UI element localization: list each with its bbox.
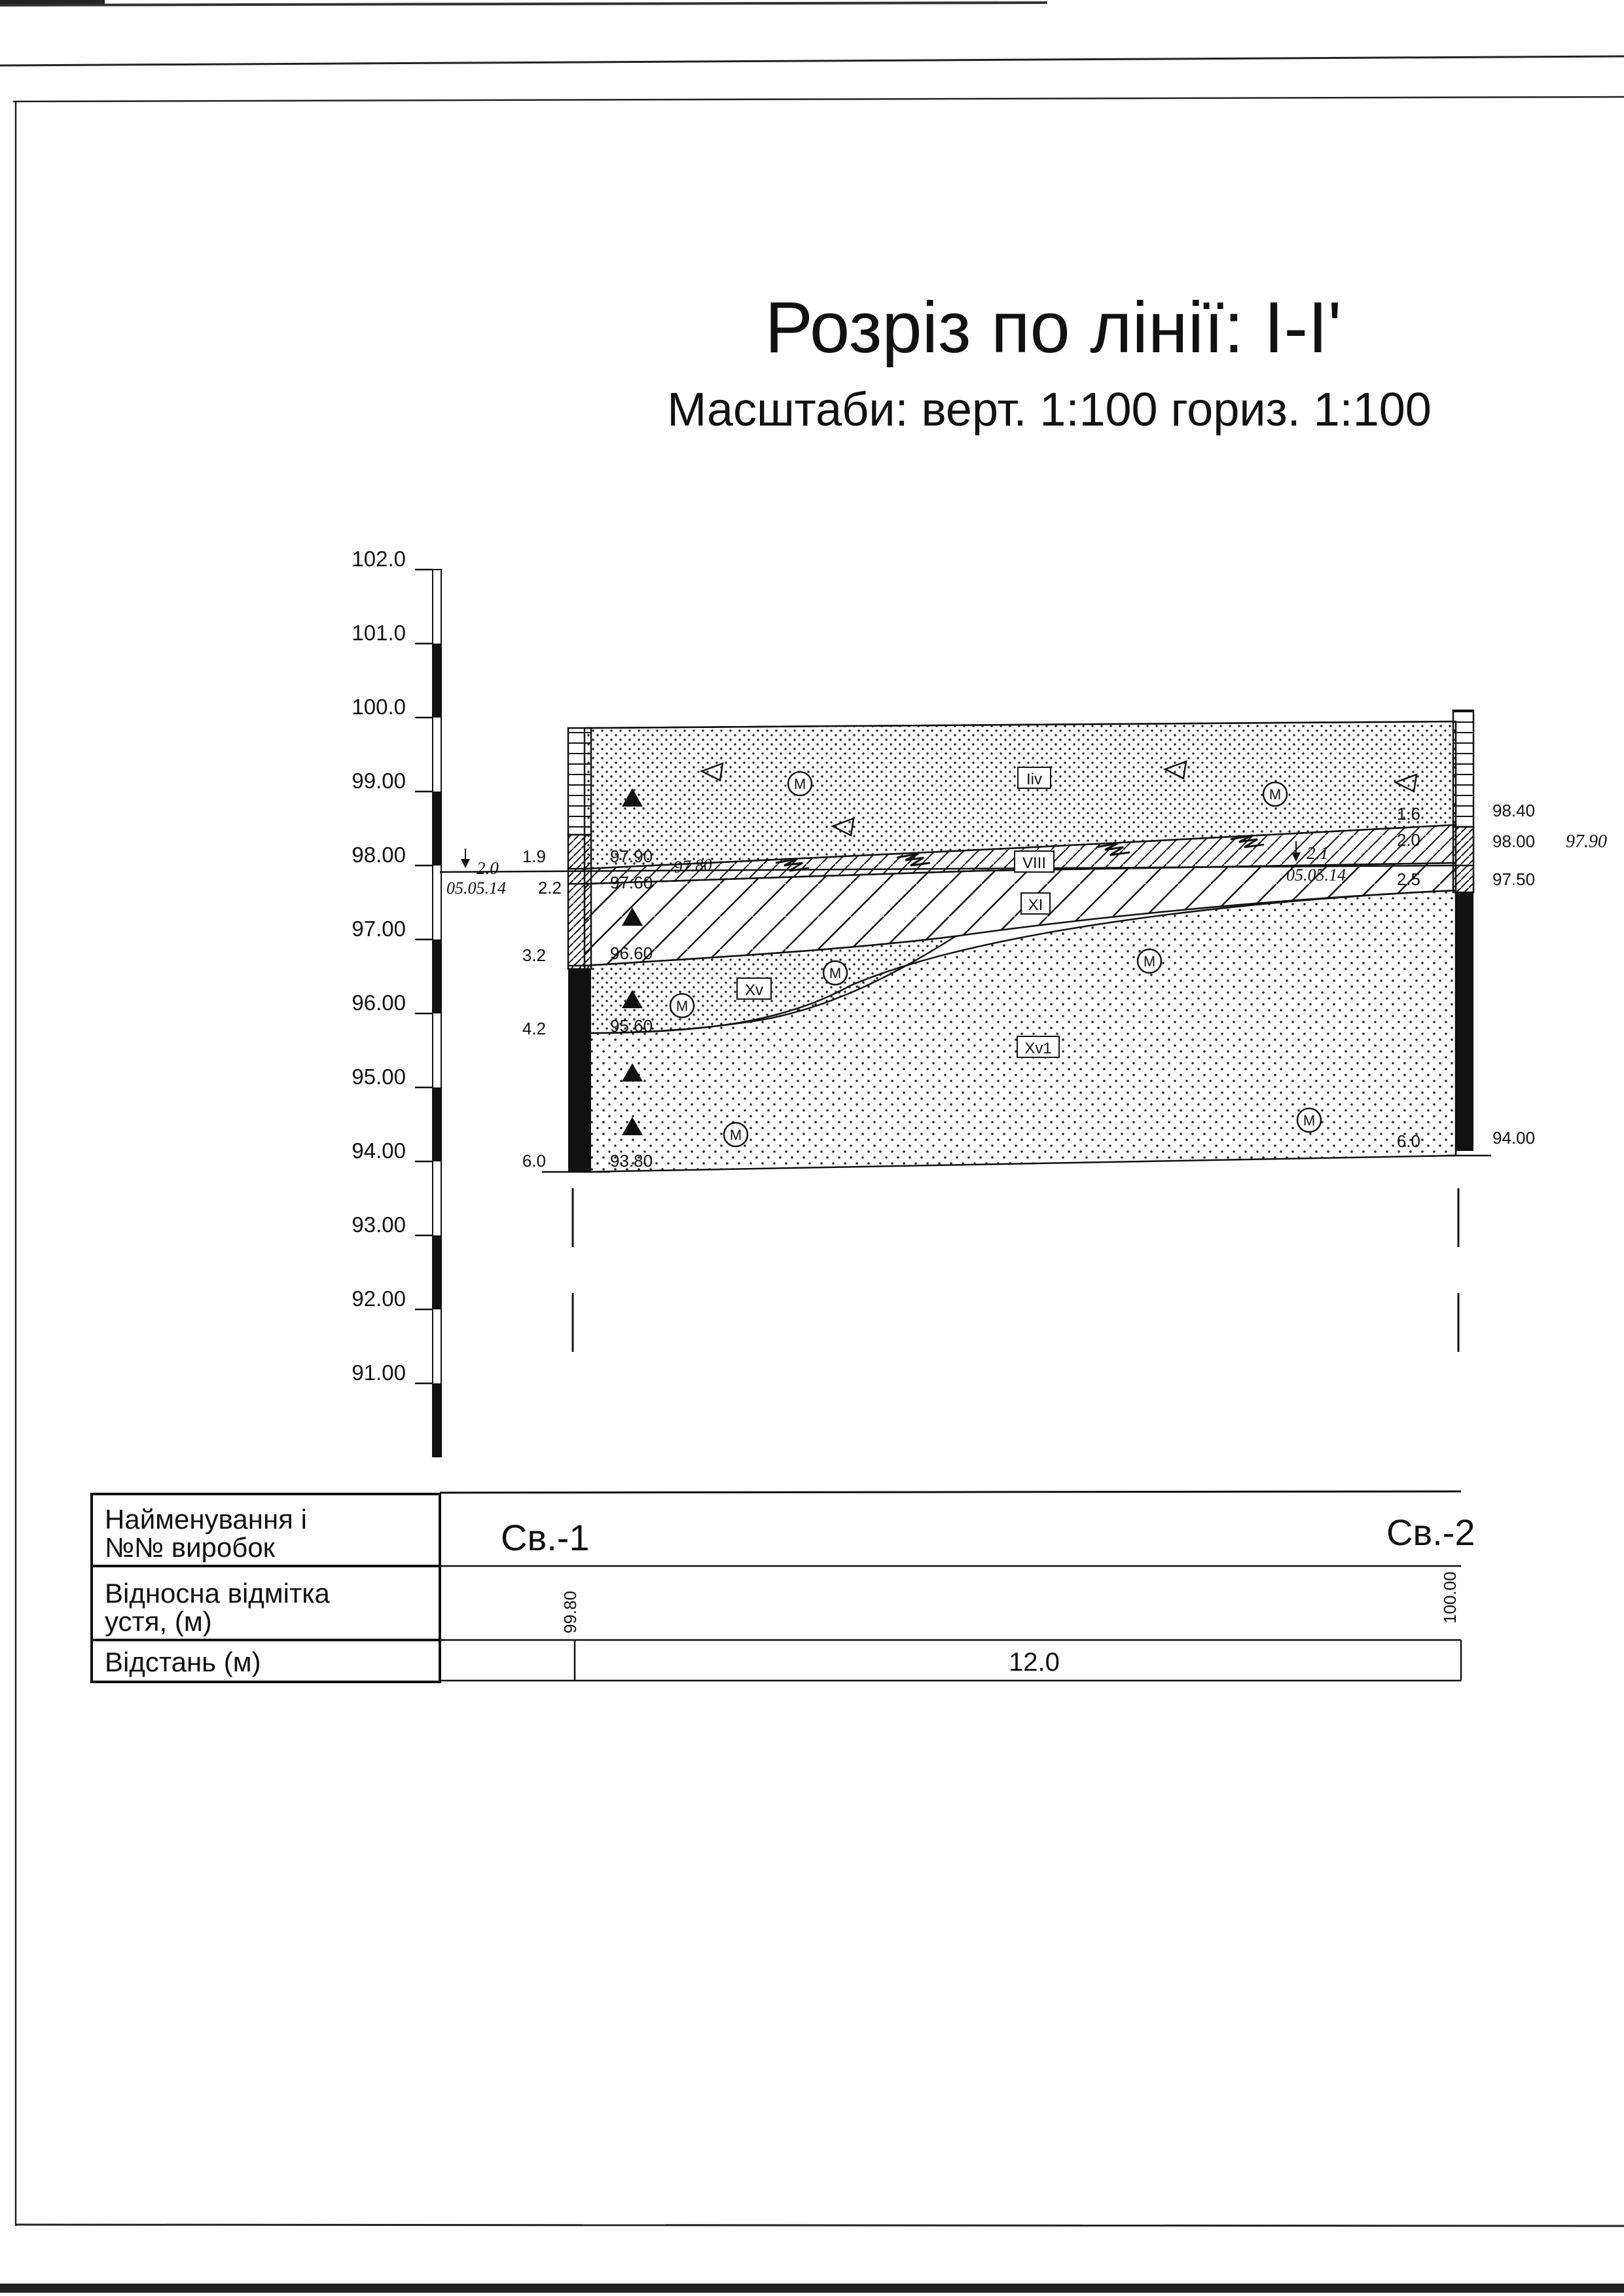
depth-label: 1.9 <box>522 847 546 866</box>
m-marker-label: М <box>676 998 689 1014</box>
scale-tick-label: 101.0 <box>352 621 406 645</box>
distance-value: 12.0 <box>1009 1648 1060 1677</box>
elevation-label: 94.00 <box>1492 1128 1536 1148</box>
m-marker-label: М <box>1303 1112 1316 1129</box>
m-marker-icon <box>670 994 694 1017</box>
water-level-label: 97.80 <box>673 854 713 877</box>
water-arrow-icon <box>461 859 470 868</box>
water-date: 05.05.14 <box>1286 866 1346 884</box>
vertical-scale <box>433 570 441 1457</box>
m-marker-icon <box>724 1123 748 1146</box>
elevation-label: 97.50 <box>1492 869 1536 889</box>
m-marker-label: М <box>829 965 842 981</box>
depth-label: 1.6 <box>1396 804 1420 824</box>
mouth-elevation-left: 99.80 <box>560 1590 580 1633</box>
row-label: Відстань (м) <box>105 1647 261 1677</box>
scale-tick-label: 96.00 <box>352 991 406 1015</box>
scale-tick-label: 97.00 <box>352 917 406 941</box>
scale-tick-label: 94.00 <box>352 1139 406 1163</box>
m-marker-icon <box>1263 782 1287 806</box>
scale-tick-labels <box>352 547 433 1385</box>
layer-label: Iiv <box>1026 771 1042 788</box>
scale-tick-label: 100.0 <box>352 695 406 719</box>
elevation-label: 98.40 <box>1492 801 1536 820</box>
m-marker-label: М <box>1143 953 1156 970</box>
water-depth: 2.1 <box>1307 843 1329 863</box>
scale-tick-label: 95.00 <box>352 1065 406 1089</box>
scale-tick-label: 93.00 <box>352 1212 406 1237</box>
well-name-right: Св.-2 <box>1386 1512 1475 1553</box>
row-label: №№ виробок <box>105 1532 276 1563</box>
scale-subtitle: Масштаби: верт. 1:100 гориз. 1:100 <box>667 384 1432 436</box>
row-label: устя, (м) <box>105 1606 212 1637</box>
well-name-left: Св.-1 <box>501 1517 590 1558</box>
section-body <box>440 721 1456 1172</box>
m-marker-label: М <box>1269 786 1282 803</box>
row-label: Найменування і <box>105 1504 307 1535</box>
m-marker-icon <box>1138 949 1161 973</box>
section-title: Розріз по лінії: I-I' <box>765 287 1342 368</box>
row-label: Відносна відмітка <box>105 1578 330 1609</box>
elevation-label: 95.60 <box>610 1016 653 1036</box>
layer-label: Xv <box>744 981 764 999</box>
m-marker-icon <box>823 961 847 985</box>
depth-label: 6.0 <box>1396 1131 1420 1151</box>
m-marker-label: М <box>793 776 806 792</box>
elevation-label: 97.90 <box>610 847 653 866</box>
layer-label: XI <box>1028 896 1043 914</box>
water-depth: 2.0 <box>477 858 499 878</box>
scale-tick-label: 91.00 <box>352 1360 406 1385</box>
m-marker-label: М <box>729 1127 742 1143</box>
depth-label: 2.0 <box>1396 830 1420 850</box>
depth-label: 3.2 <box>522 945 546 965</box>
m-marker-icon <box>1297 1108 1321 1132</box>
elevation-label: 93.80 <box>610 1151 653 1171</box>
elevation-label: 96.60 <box>610 943 653 963</box>
layer-label: Xv1 <box>1024 1040 1052 1057</box>
layer-label: VIII <box>1022 854 1047 872</box>
scale-tick-label: 92.00 <box>352 1286 406 1311</box>
scale-tick-label: 98.00 <box>352 843 406 867</box>
scale-tick-label: 99.00 <box>352 769 406 793</box>
elevation-label: 97.60 <box>610 873 653 892</box>
depth-label: 6.0 <box>522 1151 546 1171</box>
data-table <box>92 1491 1475 1682</box>
depth-label: 4.2 <box>522 1019 546 1038</box>
water-level-label: 97.90 <box>1566 831 1607 852</box>
scale-tick-label: 102.0 <box>352 547 406 571</box>
elevation-label: 98.00 <box>1492 831 1536 851</box>
water-date: 05.05.14 <box>446 879 506 898</box>
depth-label: 2.2 <box>537 878 562 898</box>
mouth-elevation-right: 100.00 <box>1440 1571 1460 1624</box>
m-marker-icon <box>788 772 812 795</box>
depth-label: 2.5 <box>1396 869 1420 889</box>
